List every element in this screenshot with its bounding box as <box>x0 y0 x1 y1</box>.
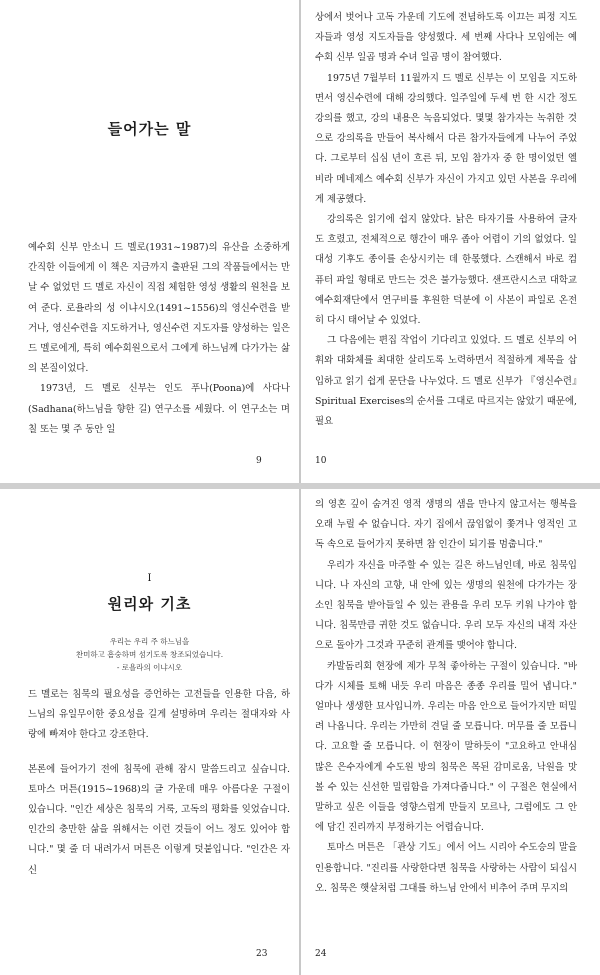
page-10 <box>301 0 600 483</box>
page-number: 10 <box>315 456 327 466</box>
page-number: 9 <box>256 456 262 466</box>
page-9 <box>0 0 299 483</box>
page-body <box>28 238 290 440</box>
page-number: 24 <box>315 949 327 959</box>
paragraph: 1975년 7월부터 11월까지 드 멜로 신부는 이 모임을 지도하면서 영신수련에 대해 강의했다. 일주일에 두세 번 한 시간 정도 강의를 했고, 강의 내용은 녹음되었다. 몇몇 참가자는 녹취한 것으로 강의록을 만들어 복사해서 다른 참가자들에게 나누어 주었다. 그로부터 십심 년이 흐른 뒤, 모임 참가자 중 한 명이었던 엘비라 메네제스 예수회 신부가 자신이 가지고 있던 사본을 우리에게 제공했다. <box>315 72 577 205</box>
epigraph-line: 찬미하고 흠숭하며 섬기도록 창조되었습니다. <box>75 650 224 659</box>
paragraph: 1973년, 드 멜로 신부는 인도 푸나(Poona)에 사다나(Sadhana(하느님을 향한 길) 연구소를 세웠다. 이 연구소는 며칠 또는 몇 주 동안 일 <box>28 383 290 435</box>
paragraph: 상에서 벗어나 고독 가운데 기도에 전념하도록 이끄는 피정 지도자들과 영성 지도자들을 양성했다. 세 번째 사다나 모임에는 예수회 신부 일곱 명과 수녀 일곱 명이 참여했다. <box>315 12 577 64</box>
paragraph: 그 다음에는 편집 작업이 기다리고 있었다. 드 멜로 신부의 어휘와 대화체를 최대한 살리도록 노력하면서 적절하게 제목을 삽입하고 읽기 쉽게 문단을 나누었다. 드 멜로 신부가 『영신수련』Spiritual Exercises의 순서를 그대로 따르지는 않았기 때문에, 필요 <box>315 335 577 428</box>
page-24 <box>301 489 600 975</box>
epigraph <box>0 635 299 674</box>
paragraph: 드 멜로는 침묵의 필요성을 증언하는 고전들을 인용한 다음, 하느님의 유일무이한 중요성을 길게 설명하며 우리는 절대자와 사랑에 빠져야 한다고 강조한다. <box>28 689 290 741</box>
paragraph: 우리가 자신을 마주할 수 있는 길은 하느님인데, 바로 침묵입니다. 나 자신의 고향, 내 안에 있는 생명의 원천에 다가가는 장소인 침묵을 받아들일 수 있는 관용을 우리 모두 키워 나가야 합니다. 침묵만큼 귀한 것도 없습니다. 우리 모두 자신의 내적 자산으로 돌아가 그것과 꾸준히 관계를 맺어야 합니다. <box>315 559 577 652</box>
spread-bottom <box>0 489 600 975</box>
page-number: 23 <box>256 949 268 959</box>
paragraph: 강의록은 읽기에 쉽지 않았다. 낡은 타자기를 사용하여 글자도 흐렸고, 전체적으로 행간이 매우 좁아 어렵이 기의 없었다. 일대성 기후도 종이를 손상시키는 데 한몫했다. 스캔해서 바로 컴퓨터 파일 형태로 만드는 것은 불가능했다. 샌프란시스코 대학교 예수회재단에서 연구비를 후원한 덕분에 이 사본이 파일로 온전히 다시 태어날 수 있었다. <box>315 214 577 327</box>
page-23 <box>0 489 299 975</box>
paragraph: 카발돔리회 현장에 제가 무척 좋아하는 구절이 있습니다. "바다가 시체를 토해 내듯 우리 마음은 종종 우리를 밀어 냅니다." 얼마나 생생한 묘사입니까. 우리는 마음 안으로 들어가지만 떠밀려 나옵니다. 우리는 가만히 견딜 줄 모릅니다. 머무를 줄 모릅니다. 고요할 줄 모릅니다. 이 현장이 말하듯이 "고요하고 안내심 많은 은수자에게 수도원 방의 침묵은 목된 감미로움, 낙원을 맛볼 수 있는 신선한 밀림함을 가져다줍니다." 이 구절은 현실에서 말하고 싶은 이들을 영향스럽게 만들지 모르나, 그럼에도 그 안에 담긴 진리까지 부정하기는 어렵습니다. <box>315 660 577 834</box>
paragraph: 의 영혼 깊이 숨겨진 영적 생명의 샘을 만나지 않고서는 행복을 오래 누릴 수 없습니다. 자기 집에서 끊임없이 쫓겨나 영적인 고독 속으로 들어가지 못하면 참 인간이 되기를 멈춥니다." <box>315 499 577 551</box>
page-body <box>315 495 577 899</box>
epigraph-line: - 로욜라의 이냐시오 <box>116 663 183 672</box>
chapter-title: 원리와 기초 <box>107 595 192 613</box>
paragraph: 예수회 신부 안소니 드 멜로(1931~1987)의 유산을 소중하게 간직한 이들에게 이 책은 지금까지 출판된 그의 작품들에서는 만날 수 없었던 드 멜로 자신이 직접 체험한 영성 생활의 원천을 보여 준다. 로욜라의 성 이냐시오(1491~1556)의 영신수련을 받거나, 영신수련을 지도하거나, 영신수련 지도자를 양성하는 일은 드 멜로에게, 특히 예수회원으로서 그에게 하느님께 다가가는 삶의 본질이었다. <box>28 242 290 375</box>
paragraph: 토마스 머튼은 「관상 기도」에서 어느 시리아 수도승의 말을 인용합니다. "진리를 사랑한다면 침묵을 사랑하는 사람이 되십시오. 침묵은 햇살처럼 그대를 하느님 안에서 비추어 주며 무지의 <box>315 842 577 894</box>
chapter-number: I <box>147 573 152 584</box>
page-body <box>28 685 290 881</box>
spread-top <box>0 0 600 483</box>
epigraph-line: 우리는 우리 주 하느님을 <box>109 637 190 646</box>
paragraph: 본론에 들어가기 전에 침묵에 관해 잠시 말씀드리고 싶습니다. 토마스 머튼(1915~1968)의 글 가운데 매우 아름다운 구절이 있습니다. "인간 세상은 침묵의 거룩, 고독의 평화를 잊었습니다. 인간의 충만한 삶을 위해서는 이런 것들이 어느 정도 있어야 합니다." 몇 줄 더 내려가서 머튼은 이렇게 덧붙입니다. "인간은 자신 <box>28 763 290 876</box>
page-body <box>315 8 577 432</box>
page-heading: 들어가는 말 <box>107 120 192 138</box>
